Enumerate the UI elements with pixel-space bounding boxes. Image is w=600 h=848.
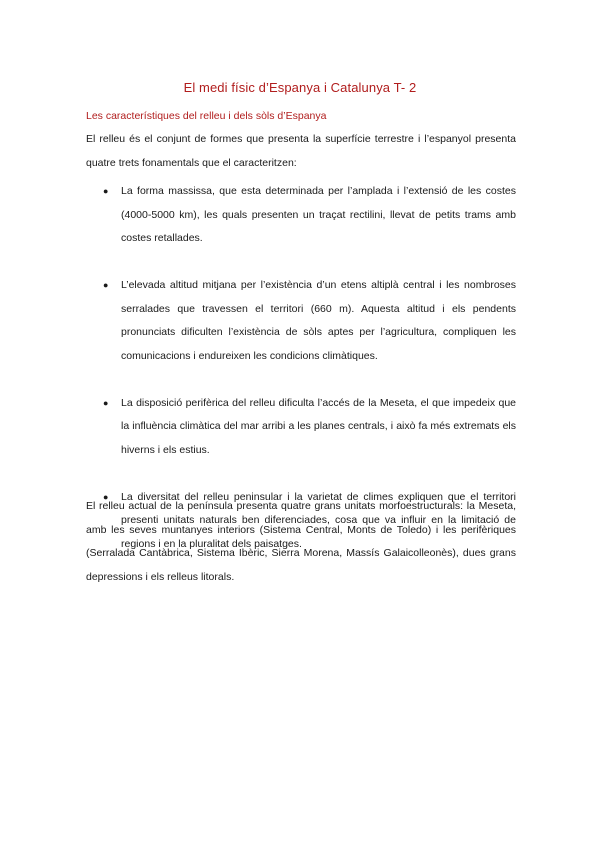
intro-paragraph: El relleu és el conjunt de formes que presenta la superfície terrestre i l’espanyol presenta quatre trets fonamentals que el caracteritzen: bbox=[86, 133, 516, 169]
bullet-icon: ● bbox=[103, 491, 109, 502]
outro-paragraph: El relleu actual de la península presenta quatre grans unitats morfoestructurals: la Meseta, amb les seves muntanyes interiors (Sistema Central, Monts de Toledo) i les perifèriques (Serralada Cantàbrica, Sistema Ibèric, Sierra Morena, Massís Galaicolleonès), dues grans depressions i els relleus litorals. bbox=[86, 500, 516, 583]
list-item bbox=[86, 392, 516, 463]
bullet-icon: ● bbox=[103, 186, 109, 196]
list-item-text: L’elevada altitud mitjana per l’existència d’un etens altiplà central i les nombroses serralades que travessen el territori (660 m). Aquesta altitud i els pendents pronunciats dificulten l’existència de sòls aptes per l’agricultura, compliquen les comunicacions i endureixen les condicions climàtiques. bbox=[121, 279, 516, 362]
section-heading: Les característiques del relleu i dels sòls d’Espanya bbox=[86, 110, 327, 122]
list-item-text: La disposició perifèrica del relleu dificulta l’accés de la Meseta, el que impedeix que la influència climàtica del mar arribi a les planes centrals, i això fa més extremats els hiverns i els estius. bbox=[121, 396, 516, 456]
list-item-text: La diversitat del relleu peninsular i la varietat de climes expliquen que el territori presenti unitats naturals ben diferenciades, cosa que va influir en la limitació de regions i en la pluralitat dels paisatges. bbox=[121, 490, 516, 550]
bullet-icon: ● bbox=[103, 280, 109, 290]
bullet-icon: ● bbox=[103, 397, 109, 408]
document-title: El medi físic d’Espanya i Catalunya T- 2 bbox=[183, 80, 417, 95]
list-item-text: La forma massissa, que esta determinada per l’amplada i l’extensió de les costes (4000-5000 km), les quals presenten un traçat rectilini, llevat de petits trams amb costes retallades. bbox=[121, 185, 516, 244]
list-item bbox=[86, 180, 516, 251]
list-item bbox=[86, 274, 516, 368]
